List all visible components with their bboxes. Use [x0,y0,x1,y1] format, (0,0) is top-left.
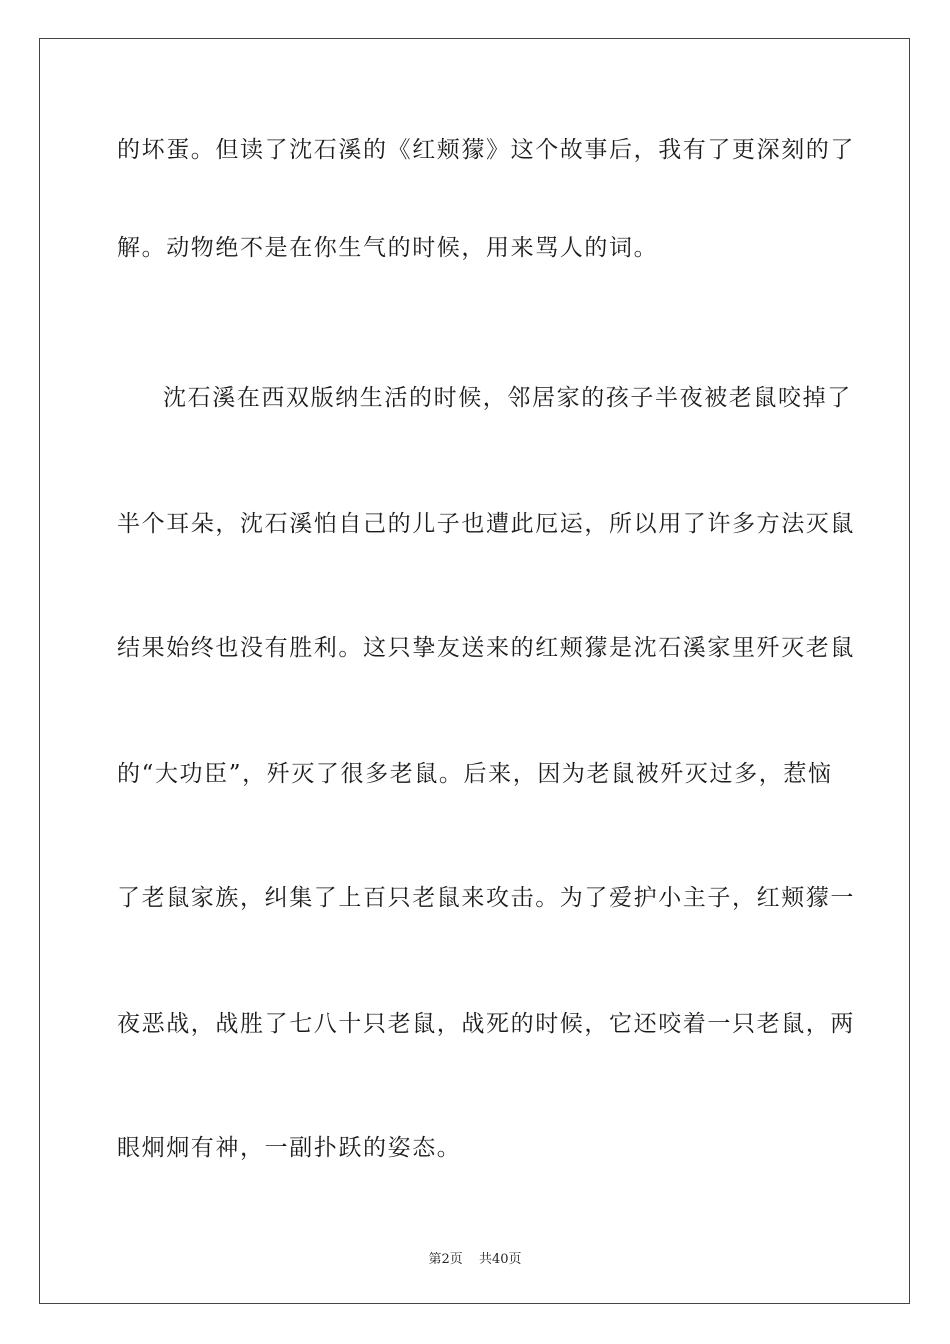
page-footer [0,1248,950,1267]
total-pages: 共40页 [478,1252,522,1267]
page-number: 第2页 [428,1252,463,1267]
text-line: 解。动物绝不是在你生气的时候，用来骂人的词。 [117,235,659,261]
text-line: 的坏蛋。但读了沈石溪的《红颊獴》这个故事后，我有了更深刻的了 [117,137,855,163]
text-line: 结果始终也没有胜利。这只挚友送来的红颊獴是沈石溪家里歼灭老鼠 [117,635,855,661]
text-line: 的“大功臣”，歼灭了很多老鼠。后来，因为老鼠被歼灭过多，惹恼 [117,761,833,787]
text-line: 眼炯炯有神，一副扑跃的姿态。 [117,1135,462,1161]
text-line: 了老鼠家族，纠集了上百只老鼠来攻击。为了爱护小主子，红颊獴一 [117,885,855,911]
page-border [39,38,910,1304]
text-line: 夜恶战，战胜了七八十只老鼠，战死的时候，它还咬着一只老鼠，两 [117,1011,855,1037]
text-line: 半个耳朵，沈石溪怕自己的儿子也遭此厄运，所以用了许多方法灭鼠 [117,511,855,537]
paragraph-first-line: 沈石溪在西双版纳生活的时候，邻居家的孩子半夜被老鼠咬掉了 [163,385,852,411]
